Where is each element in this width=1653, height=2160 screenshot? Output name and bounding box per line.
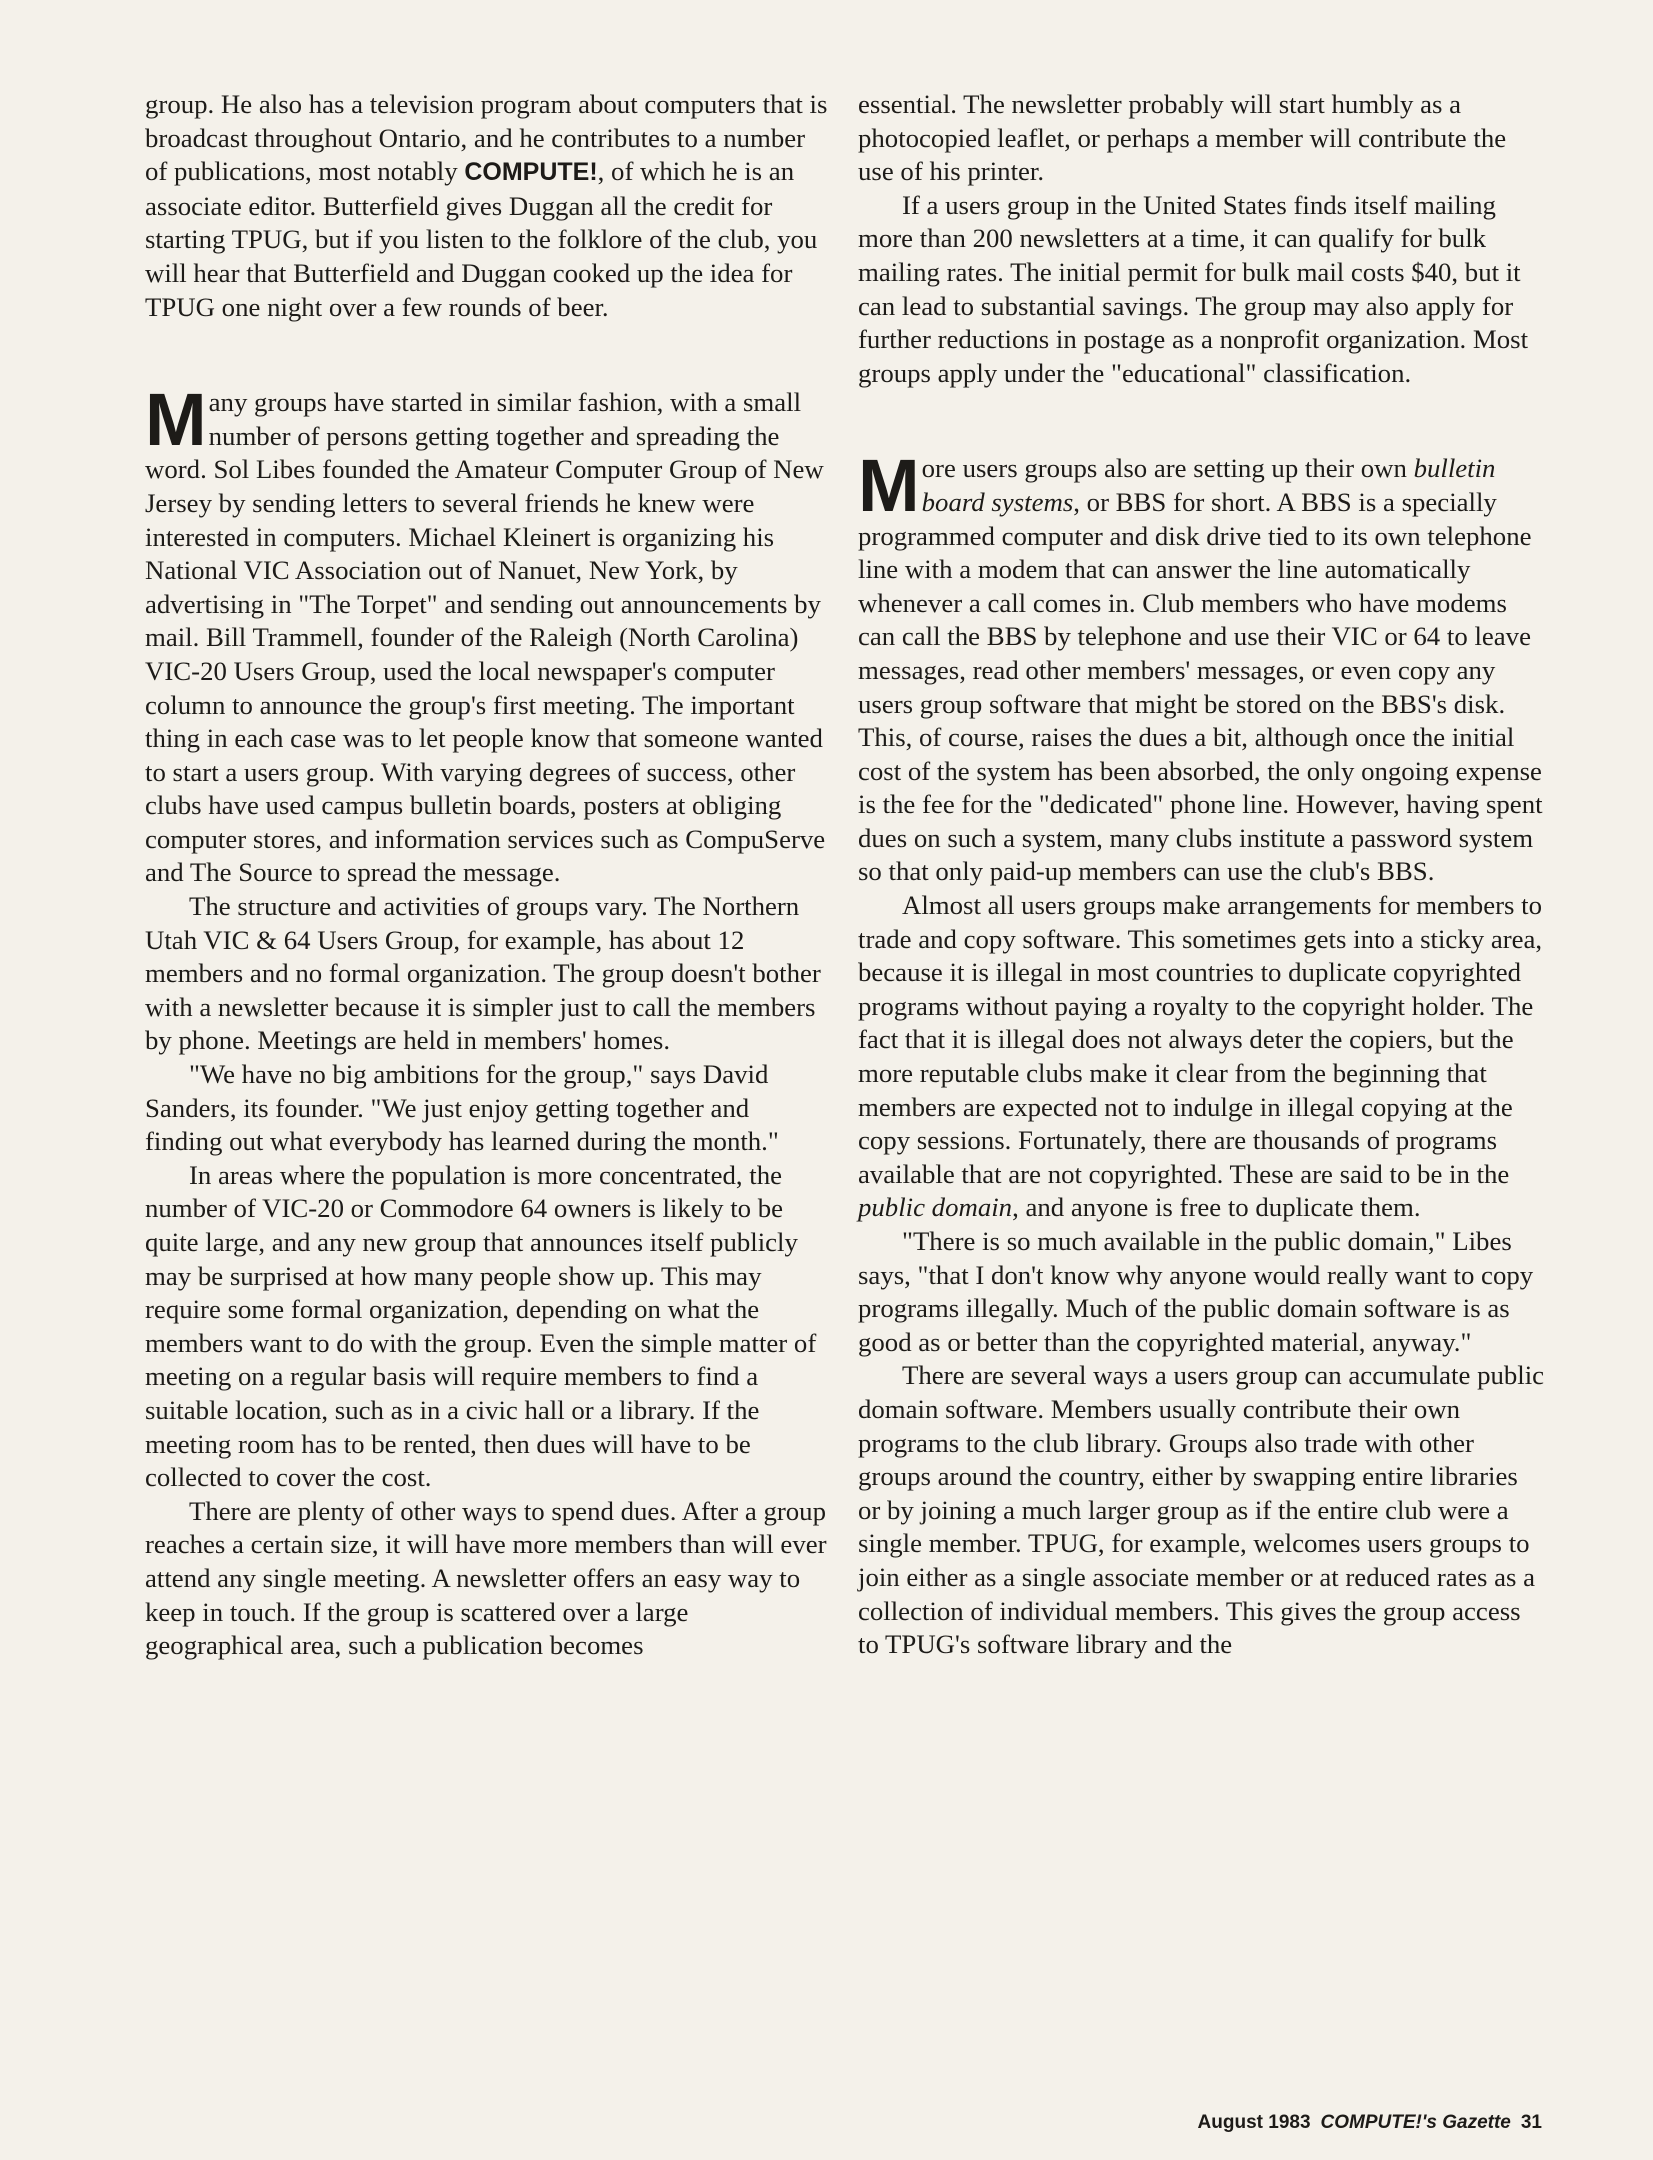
section-many-groups: Many groups have started in similar fashion, with a small number of persons getting together and spreading the word. Sol Libes founded the Amateur Computer Group of New Jersey by sending letters to several friends he knew were interested in computers. Michael Kleinert is organizing his National VIC Association out of Nanuet, New York, by advertising in "The Torpet" and sending out announcements by mail. Bill Trammell, founder of the Raleigh (North Carolina) VIC-20 Users Group, used the local newspaper's computer column to announce the group's first meeting. The important thing in each case was to let people know that someone wanted to start a users group. With varying degrees of success, other clubs have used campus bulletin boards, posters at obliging computer stores, and information services such as CompuServe and The Source to spread the message.: [145, 378, 826, 888]
right-column: [858, 88, 1546, 1662]
paragraph-accumulate: There are several ways a users group can accumulate public domain software. Members usually contribute their own programs to the club library. Groups also trade with other groups around the country, either by swapping entire libraries or by joining a much larger group as if the entire club were a single member. TPUG, for example, welcomes users groups to join either as a single associate member or at reduced rates as a collection of individual members. This gives the group access to TPUG's software library and the: [858, 1360, 1545, 1660]
paragraph-quote-libes: "There is so much available in the public domain," Libes says, "that I don't know why anyone would really want to copy programs illegally. Much of the public domain software is as good as or better than the copyrighted material, anyway.": [858, 1226, 1534, 1357]
paragraph-quote-sanders: "We have no big ambitions for the group," says David Sanders, its founder. "We just enjoy getting together and finding out what everybody has learned during the month.": [145, 1059, 779, 1157]
left-column: [145, 88, 833, 1663]
footer-date: August 1983: [1197, 2112, 1311, 2133]
section-bbs: More users groups also are setting up their own bulletin board systems, or BBS for short. A BBS is a specially programmed computer and disk drive tied to its own telephone line with a modem that can answer the line automatically whenever a call comes in. Club members who have modems can call the BBS by telephone and use their VIC or 64 to leave messages, read other members' messages, or even copy any users group software that might be stored on the BBS's disk. This, of course, raises the dues a bit, although once the initial cost of the system has been absorbed, the only ongoing expense is the fee for the "dedicated" phone line. However, having spent dues on such a system, many clubs institute a password system so that only paid-up members can use the club's BBS.: [858, 444, 1543, 887]
paragraph-population: In areas where the population is more concentrated, the number of VIC-20 or Commodore 64 owners is likely to be quite large, and any new group that announces itself publicly may be surprised at how many people show up. This may require some formal organization, depending on what the members want to do with the group. Even the simple matter of meeting on a regular basis will require members to find a suitable location, such as in a civic hall or a library. If the meeting room has to be rented, then dues will have to be collected to cover the cost.: [145, 1159, 817, 1493]
page-footer: [1188, 2112, 1542, 2134]
page-number: 31: [1520, 2112, 1542, 2133]
paragraph-copy-software: Almost all users groups make arrangements for members to trade and copy software. This sometimes gets into a sticky area, because it is illegal in most countries to duplicate copyrighted programs without paying a royalty to the copyright holder. The fact that it is illegal does not always deter the copiers, but the more reputable clubs make it clear from the beginning that members are expected not to indulge in illegal copying at the copy sessions. Fortunately, there are thousands of programs available that are not copyrighted. These are said to be in the public domain, and anyone is free to duplicate them.: [858, 890, 1543, 1223]
paragraph-newsletter: essential. The newsletter probably will start humbly as a photocopied leaflet, or perhaps a member will contribute the use of his printer.: [858, 89, 1507, 187]
drop-cap: M: [145, 378, 207, 462]
paragraph-bulk-mail: If a users group in the United States finds itself mailing more than 200 newsletters at a time, it can qualify for bulk mailing rates. The initial permit for bulk mail costs $40, but it can lead to substantial savings. The group may also apply for further reductions in postage as a nonprofit organization. Most groups apply under the "educational" classification.: [858, 189, 1529, 388]
compute-brand: COMPUTE!: [464, 158, 598, 187]
footer-magazine: COMPUTE!'s Gazette: [1320, 2112, 1511, 2133]
paragraph-structure: The structure and activities of groups vary. The Northern Utah VIC & 64 Users Group, for example, has about 12 members and no formal organization. The group doesn't bother with a newsletter because it is simpler just to call the members by phone. Meetings are held in members' homes.: [145, 891, 821, 1056]
paragraph-1: group. He also has a television program about computers that is broadcast throughout Ontario, and he contributes to a number of publications, most notably COMPUTE!, of which he is an associate editor. Butterfield gives Duggan all the credit for starting TPUG, but if you listen to the folklore of the club, you will hear that Butterfield and Duggan cooked up the idea for TPUG one night over a few rounds of beer.: [145, 89, 828, 322]
paragraph-dues: There are plenty of other ways to spend dues. After a group reaches a certain size, it will have more members than will ever attend any single meeting. A newsletter offers an easy way to keep in touch. If the group is scattered over a large geographical area, such a publication becomes: [145, 1495, 827, 1661]
drop-cap: M: [858, 444, 920, 528]
